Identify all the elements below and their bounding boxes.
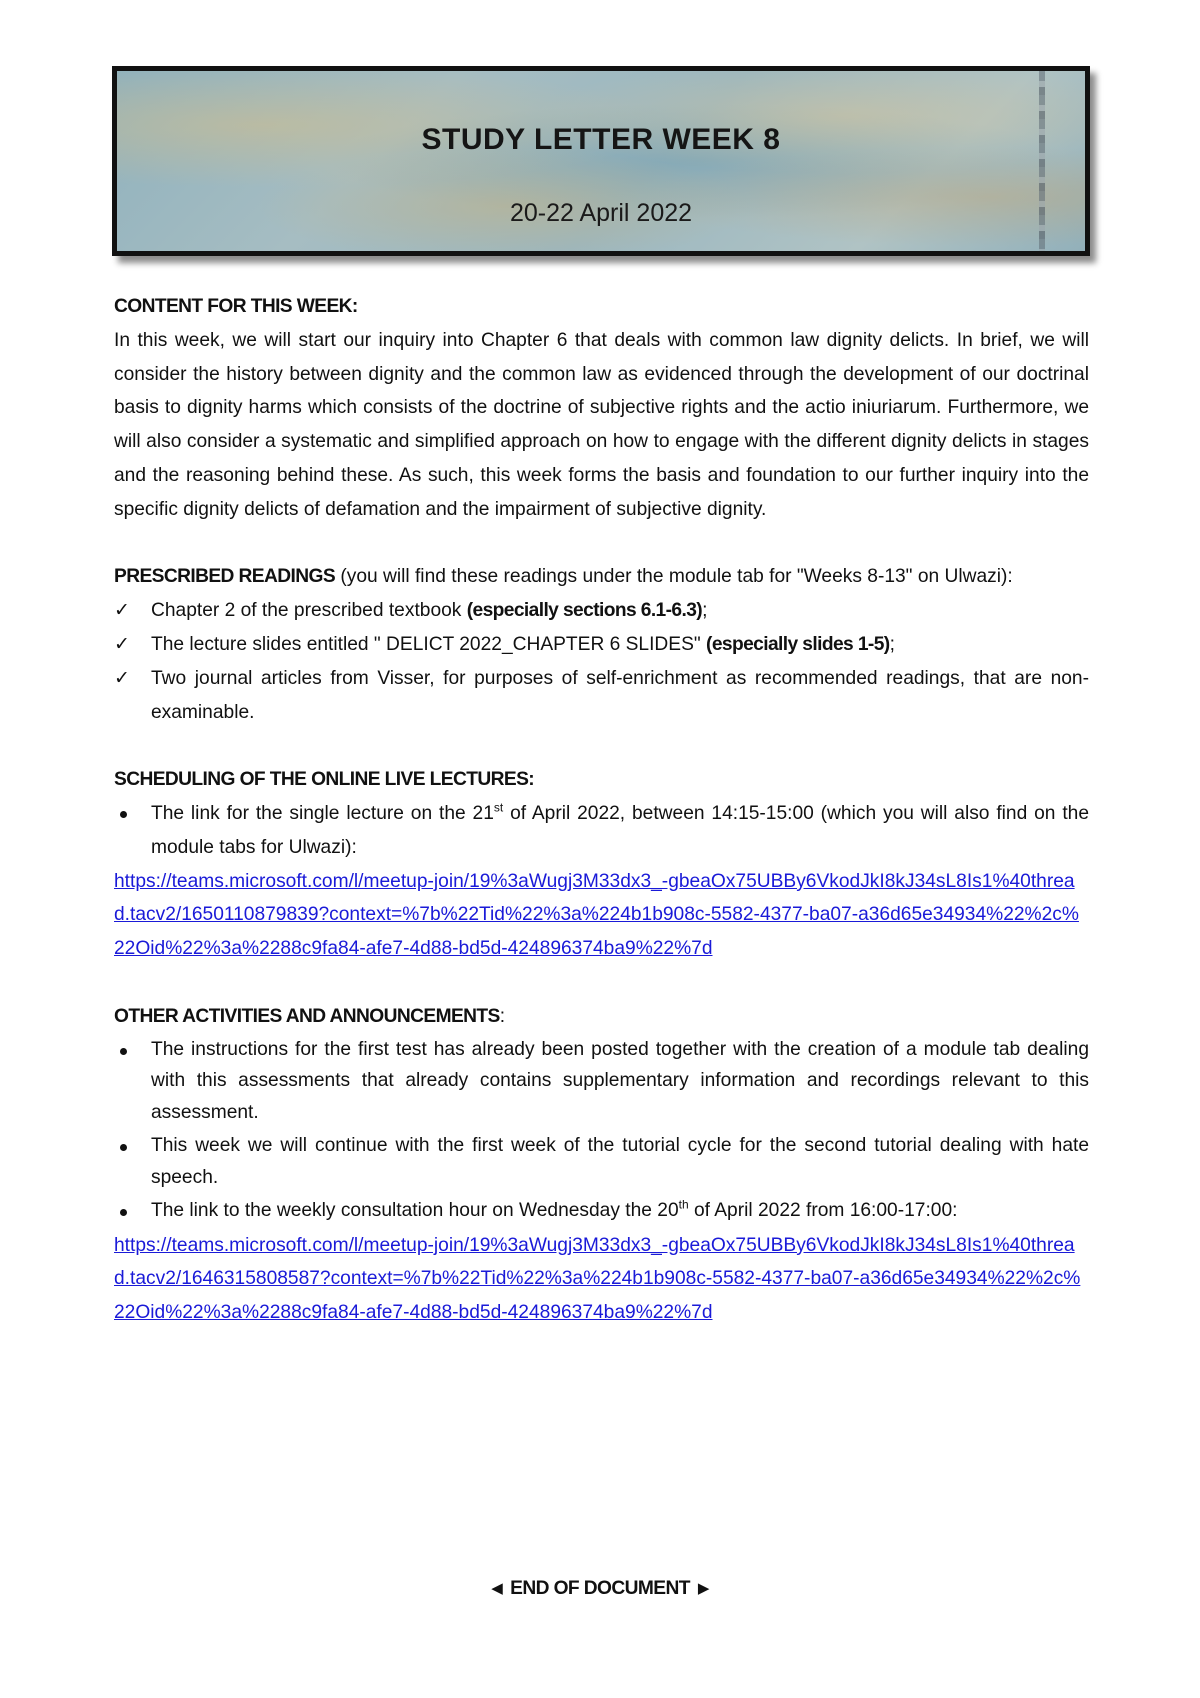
end-of-document (0, 1578, 1200, 1600)
readings-intro (114, 560, 1089, 594)
document-title: STUDY LETTER WEEK 8 (421, 123, 781, 156)
list-item: ✓ Chapter 2 of the prescribed textbook (especially sections 6.1-6.3); (114, 594, 1089, 628)
title-banner (112, 66, 1090, 256)
list-item: ✓ The lecture slides entitled " DELICT 2022_CHAPTER 6 SLIDES" (especially slides 1-5); (114, 628, 1089, 662)
end-text: END OF DOCUMENT (510, 1578, 690, 1599)
list-item: ✓ Two journal articles from Visser, for purposes of self-enrichment as recommended readings, that are non-examinable. (114, 662, 1089, 730)
checkmark-icon: ✓ (114, 667, 130, 689)
list-item: The instructions for the first test has already been posted together with the creation of a module tab dealing with this assessments that already contains supplementary information and recordings relevant to this assessment. (114, 1034, 1089, 1129)
list-item: The link for the single lecture on the 21st of April 2022, between 14:15-15:00 (which you will also find on the module tabs for Ulwazi): (114, 797, 1089, 865)
consultation-teams-link[interactable]: https://teams.microsoft.com/l/meetup-join/19%3aWugj3M33dx3_-gbeaOx75UBBy6VkodJkI8kJ34sL8Is1%40thread.tacv2/1646315808587?context=%7b%22Tid%22%3a%224b1b908c-5582-4377-ba07-a36d65e34934%22%2c%22Oid%22%3a%2288c9fa84-afe7-4d88-bd5d-424896374ba9%22%7d (114, 1234, 1081, 1324)
content-heading: CONTENT FOR THIS WEEK: (114, 296, 358, 317)
content-paragraph: In this week, we will start our inquiry into Chapter 6 that deals with common law dignity delicts. In brief, we will consider the history between dignity and the common law as evidenced through the development of our doctrinal basis to dignity harms which consists of the doctrine of subjective rights and the actio iniuriarum. Furthermore, we will also consider a systematic and simplified approach on how to engage with the different dignity delicts in stages and the reasoning behind these. As such, this week forms the basis and foundation to our further inquiry into the specific dignity delicts of defamation and the impairment of subjective dignity. (114, 329, 1089, 520)
announcements-heading-row: OTHER ACTIVITIES AND ANNOUNCEMENTS: (114, 1005, 506, 1027)
scheduling-heading: SCHEDULING OF THE ONLINE LIVE LECTURES: (114, 769, 535, 791)
document-date: 20-22 April 2022 (509, 199, 693, 227)
lecture-teams-link[interactable]: https://teams.microsoft.com/l/meetup-join/19%3aWugj3M33dx3_-gbeaOx75UBBy6VkodJkI8kJ34sL8Is1%40thread.tacv2/1650110879839?context=%7b%22Tid%22%3a%224b1b908c-5582-4377-ba07-a36d65e34934%22%2c%22Oid%22%3a%2288c9fa84-afe7-4d88-bd5d-424896374ba9%22%7d (114, 870, 1079, 960)
announcements-list (114, 1034, 1089, 1227)
readings-section (114, 560, 1089, 729)
list-item: This week we will continue with the first week of the tutorial cycle for the second tutorial dealing with hate speech. (114, 1130, 1089, 1193)
bullet-icon (120, 1209, 127, 1216)
announcements-section (114, 1000, 1089, 1330)
document-body (114, 290, 1089, 1364)
announcements-heading: OTHER ACTIVITIES AND ANNOUNCEMENTS (114, 1005, 500, 1027)
checkmark-icon: ✓ (114, 600, 130, 622)
scheduling-section (114, 763, 1089, 966)
bullet-icon (120, 811, 127, 818)
bullet-icon (120, 1144, 127, 1151)
list-item: The link to the weekly consultation hour on Wednesday the 20th of April 2022 from 16:00-17:00: (114, 1195, 1089, 1227)
bullet-icon (120, 1048, 127, 1055)
triangle-right-icon: ▶ (697, 1580, 709, 1597)
triangle-left-icon: ◀ (491, 1580, 503, 1597)
checkmark-icon: ✓ (114, 633, 130, 655)
readings-list (114, 594, 1089, 729)
readings-heading: PRESCRIBED READINGS (114, 566, 336, 588)
content-section (114, 290, 1089, 527)
scheduling-list (114, 797, 1089, 865)
readings-intro-text: (you will find these readings under the module tab for "Weeks 8-13" on Ulwazi): (335, 566, 1013, 588)
